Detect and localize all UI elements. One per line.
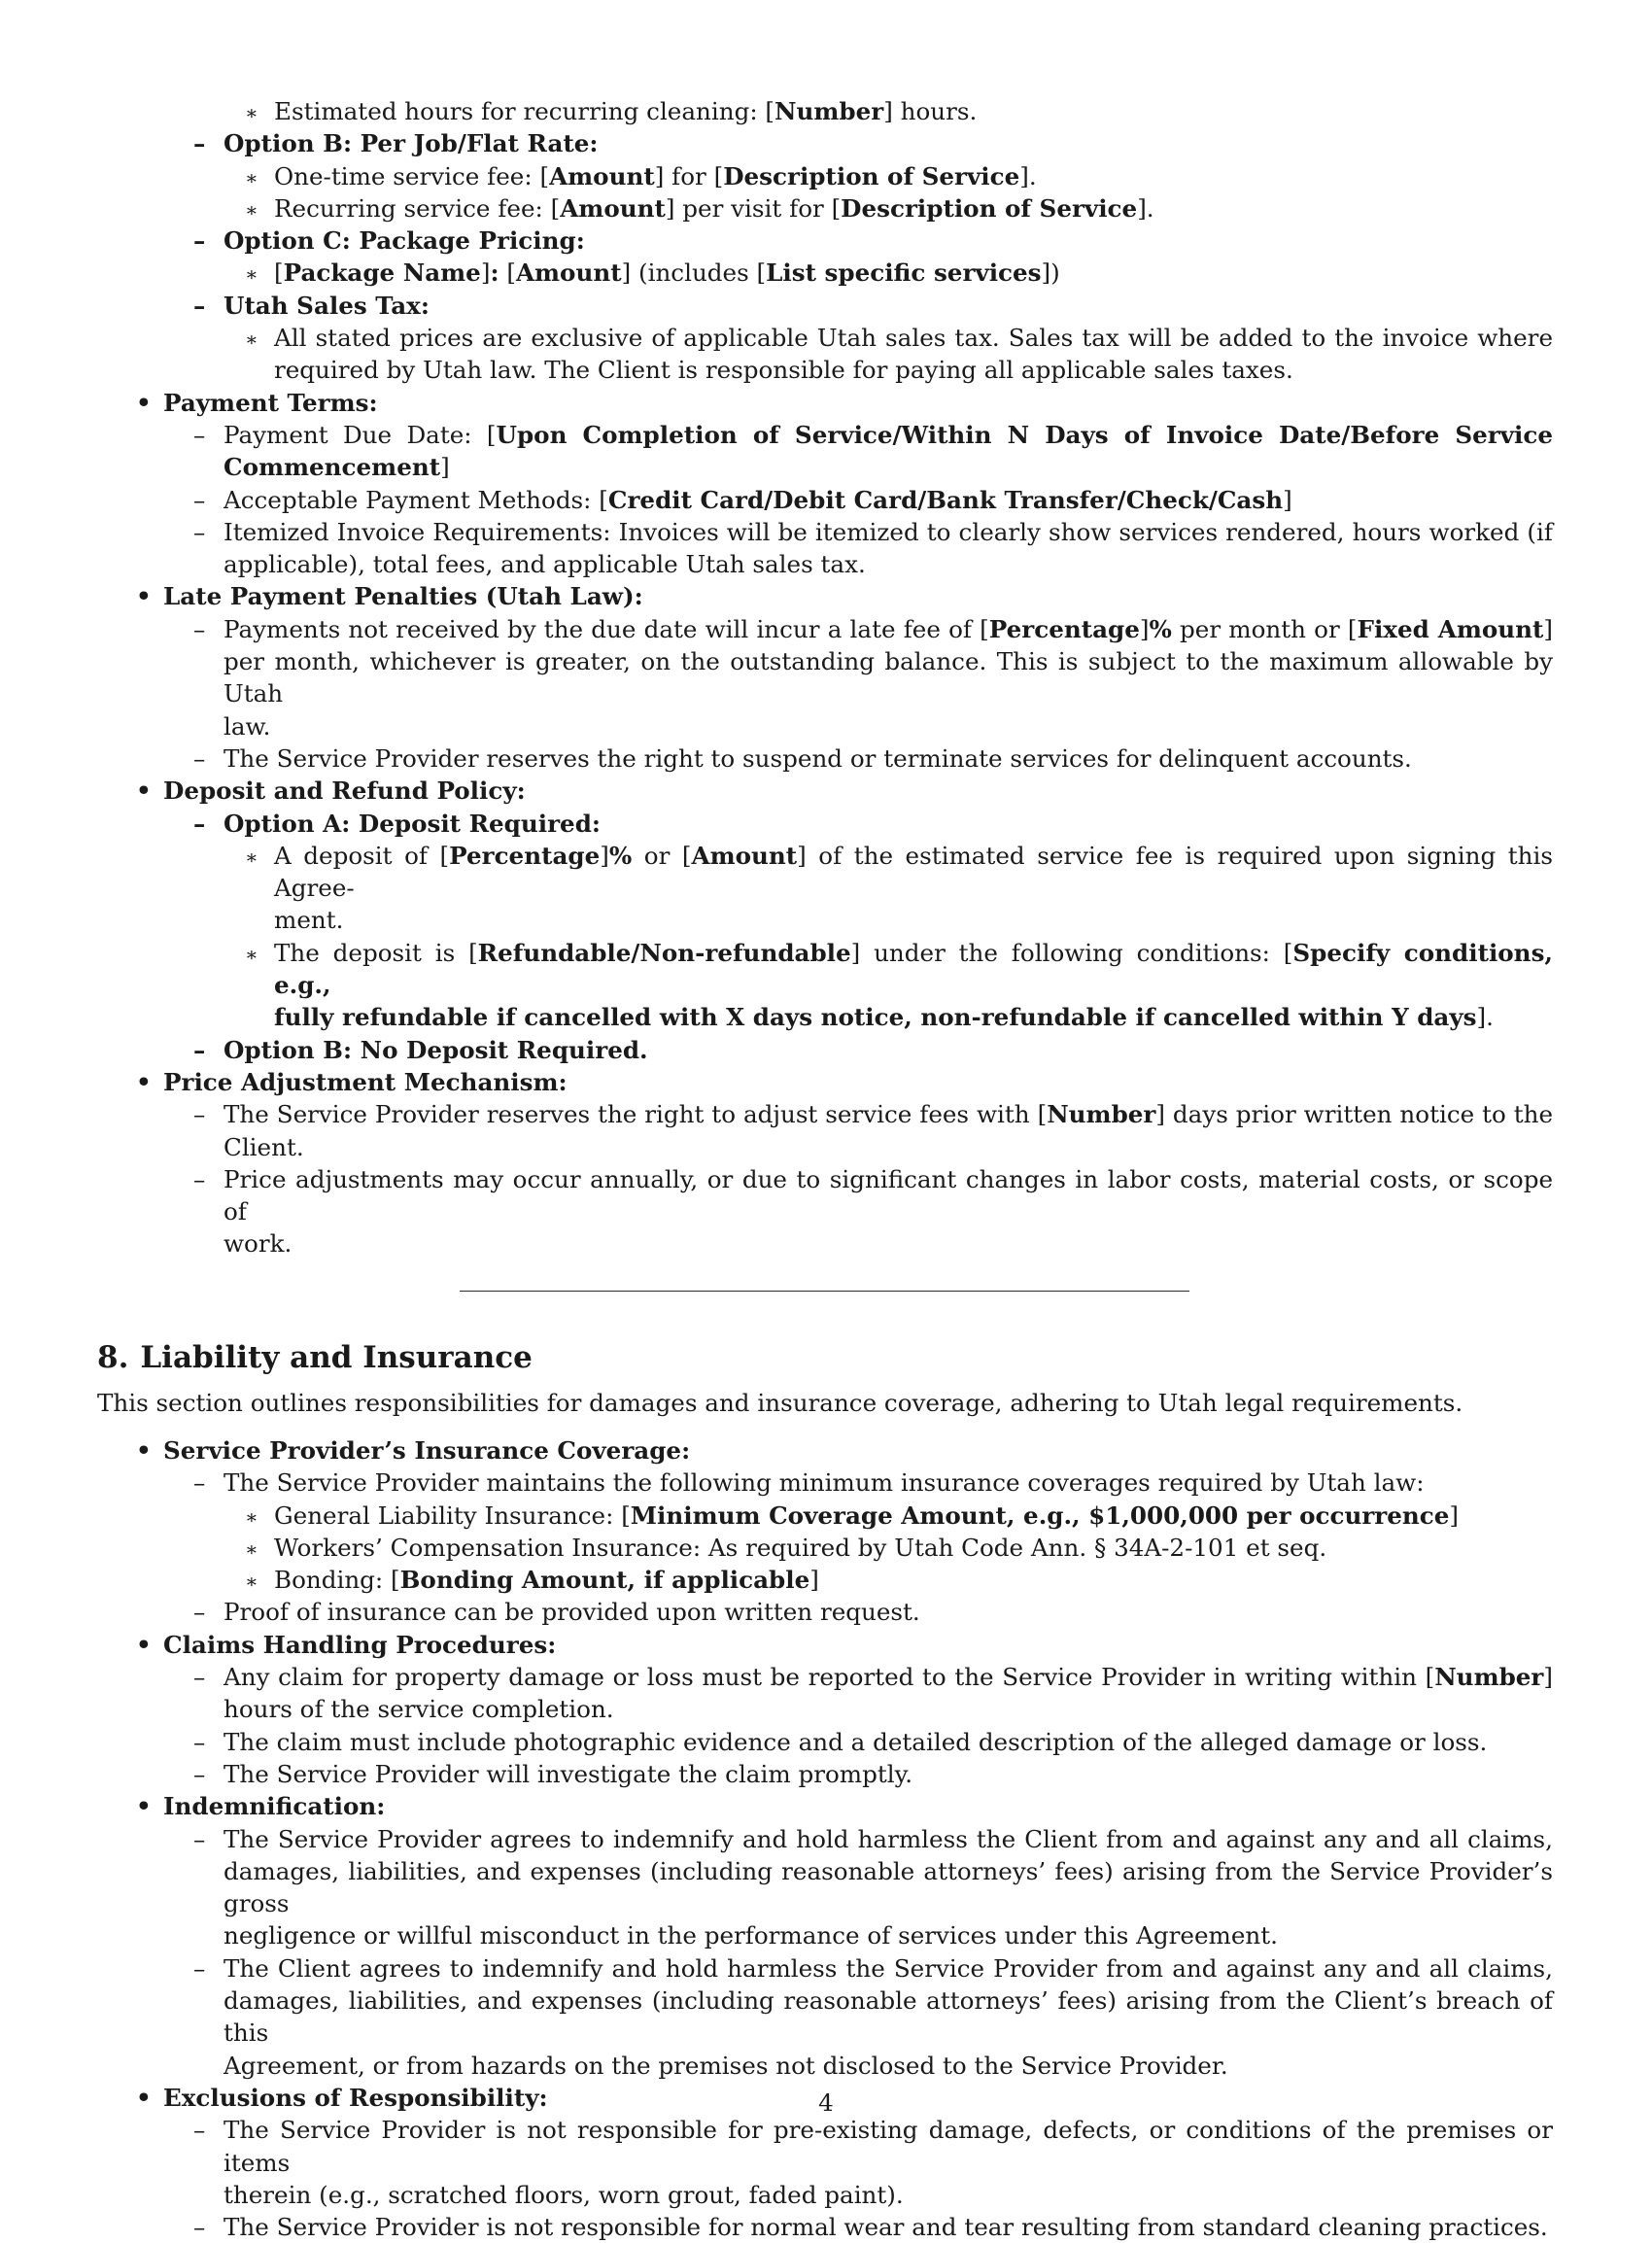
list-item: – Itemized Invoice Requirements: Invoices will be itemized to clearly show services rendered, hours worked (if [97, 516, 1553, 548]
list-item: ∗ Bonding: [Bonding Amount, if applicable] [97, 1564, 1553, 1596]
bullet-icon: • [136, 1792, 152, 1821]
star-bullet-icon: ∗ [245, 328, 258, 352]
dash-bullet-icon: – [193, 1824, 206, 1853]
list-item: – Payments not received by the due date will incur a late fee of [Percentage]% per month or [Fixed Amount] [97, 613, 1553, 645]
dash-bullet-icon: – [193, 1468, 206, 1498]
bullet-icon: • [136, 1067, 152, 1096]
star-bullet-icon: ∗ [245, 1536, 258, 1561]
list-item: – Price adjustments may occur annually, or due to significant changes in labor costs, material costs, or scope of [193, 1164, 1553, 1226]
section-bullet: • Exclusions of Responsibility: [97, 2082, 1553, 2114]
list-item: – Option C: Package Pricing: [97, 224, 1553, 257]
star-bullet-icon: ∗ [245, 101, 258, 124]
list-item: – Any claim for property damage or loss must be reported to the Service Provider in writing within [Number] [97, 1661, 1553, 1693]
dash-bullet-icon: – [193, 1100, 206, 1129]
bullet-icon: • [136, 2083, 152, 2112]
section-bullet: • Payment Terms: [97, 387, 1553, 419]
dash-bullet-icon: – [193, 743, 206, 773]
list-item-continuation: law. [224, 711, 271, 741]
star-bullet-icon: ∗ [245, 262, 258, 287]
list-item-continuation: Client. [224, 1132, 304, 1161]
dash-bullet-icon: – [193, 1663, 206, 1692]
dash-bullet-icon: – [193, 2213, 206, 2242]
dash-bullet-icon: – [193, 517, 206, 546]
list-item-continuation: negligence or willful misconduct in the performance of services under this Agreement. [224, 1921, 1278, 1950]
section-heading: 8. Liability and Insurance [97, 1339, 533, 1375]
list-item: – The Service Provider is not responsible for normal wear and tear resulting from standard cleaning practices. [97, 2211, 1553, 2243]
dash-bullet-icon: – [193, 291, 206, 320]
list-item: – The Client agrees to indemnify and hold harmless the Service Provider from and against any and all claims, [97, 1952, 1553, 1984]
section-bullet: • Indemnification: [97, 1790, 1553, 1822]
list-item: – Acceptable Payment Methods: [Credit Card/Debit Card/Bank Transfer/Check/Cash] [97, 484, 1553, 516]
list-item-continuation: ment. [274, 906, 344, 935]
dash-bullet-icon: – [193, 1164, 206, 1193]
list-item: – The Service Provider reserves the right to adjust service fees with [Number] days prior written notice to the [97, 1098, 1553, 1130]
dash-bullet-icon: – [193, 1727, 206, 1756]
section-bullet: • Claims Handling Procedures: [97, 1629, 1553, 1661]
list-item: – The Service Provider is not responsible for pre-existing damage, defects, or conditions of the premises or items [193, 2116, 1553, 2177]
horizontal-rule [460, 1291, 1189, 1292]
list-item-continuation: fully refundable if cancelled with X days notice, non-refundable if cancelled within Y days]. [274, 1003, 1494, 1032]
list-item: ∗ A deposit of [Percentage]% or [Amount] of the estimated service fee is required upon signing this Agree- [245, 841, 1553, 903]
bullet-icon: • [136, 582, 152, 611]
dash-bullet-icon: – [193, 1035, 206, 1064]
list-item-continuation: hours of the service completion. [224, 1695, 614, 1724]
star-bullet-icon: ∗ [245, 197, 258, 222]
list-item: – Payment Due Date: [Upon Completion of Service/Within N Days of Invoice Date/Before Service [97, 419, 1553, 451]
list-item-continuation: required by Utah law. The Client is responsible for paying all applicable sales taxes. [274, 356, 1293, 385]
list-item-continuation: per month, whichever is greater, on the outstanding balance. This is subject to the maximum allowable by Utah [224, 647, 1553, 708]
star-bullet-icon: ∗ [245, 1570, 258, 1594]
dash-bullet-icon: – [193, 614, 206, 643]
bullet-icon: • [136, 1435, 152, 1465]
list-item: – The Service Provider agrees to indemnify and hold harmless the Client from and against any and all claims, [97, 1823, 1553, 1855]
list-item-continuation: damages, liabilities, and expenses (including reasonable attorneys’ fees) arising from the Service Provider’s gross [224, 1856, 1553, 1918]
list-item: – Utah Sales Tax: [97, 290, 1553, 322]
section-bullet: • Price Adjustment Mechanism: [97, 1066, 1553, 1098]
list-item: ∗ [Package Name]: [Amount] (includes [List specific services]) [97, 257, 1553, 289]
section-bullet: • Deposit and Refund Policy: [97, 775, 1553, 807]
list-item: ∗ All stated prices are exclusive of applicable Utah sales tax. Sales tax will be added to the invoice where [97, 322, 1553, 354]
document-page [97, 95, 1553, 2243]
list-item: – Option A: Deposit Required: [97, 808, 1553, 840]
page-number: 4 [818, 2088, 834, 2117]
star-bullet-icon: ∗ [245, 942, 258, 966]
list-item: ∗ Recurring service fee: [Amount] per visit for [Description of Service]. [97, 192, 1553, 224]
dash-bullet-icon: – [193, 1598, 206, 1627]
list-item-continuation: Commencement] [224, 453, 450, 482]
section-intro: This section outlines responsibilities for damages and insurance coverage, adhering to Utah legal requirements. [97, 1388, 1463, 1417]
star-bullet-icon: ∗ [245, 165, 258, 190]
star-bullet-icon: ∗ [245, 1504, 258, 1529]
dash-bullet-icon: – [193, 485, 206, 514]
list-item: – Option B: No Deposit Required. [97, 1034, 1553, 1066]
dash-bullet-icon: – [193, 1953, 206, 1983]
list-item: ∗ Estimated hours for recurring cleaning: [Number] hours. [97, 95, 1553, 127]
dash-bullet-icon: – [193, 420, 206, 449]
list-item: – The claim must include photographic evidence and a detailed description of the alleged damage or loss. [97, 1726, 1553, 1758]
list-item: ∗ General Liability Insurance: [Minimum Coverage Amount, e.g., $1,000,000 per occurrence] [97, 1500, 1553, 1532]
list-item: – Proof of insurance can be provided upon written request. [97, 1596, 1553, 1628]
dash-bullet-icon: – [193, 2116, 206, 2145]
list-item: ∗ The deposit is [Refundable/Non-refundable] under the following conditions: [Specify conditions, e.g., [245, 938, 1553, 1000]
list-item-continuation: damages, liabilities, and expenses (including reasonable attorneys’ fees) arising from the Client’s breach of this [224, 1986, 1553, 2048]
list-item-continuation: therein (e.g., scratched floors, worn grout, faded paint). [224, 2180, 904, 2209]
list-item-continuation: Agreement, or from hazards on the premises not disclosed to the Service Provider. [224, 2051, 1228, 2080]
dash-bullet-icon: – [193, 226, 206, 256]
list-item-continuation: work. [224, 1229, 293, 1259]
section-bullet: • Late Payment Penalties (Utah Law): [97, 580, 1553, 612]
section-bullet: • Service Provider’s Insurance Coverage: [97, 1434, 1553, 1467]
list-item-continuation: applicable), total fees, and applicable Utah sales tax. [224, 550, 866, 579]
list-item: – The Service Provider reserves the right to suspend or terminate services for delinquent accounts. [97, 742, 1553, 775]
bullet-icon: • [136, 388, 152, 417]
bullet-icon: • [136, 1630, 152, 1659]
section-divider [97, 1260, 1553, 1317]
list-item: – Option B: Per Job/Flat Rate: [97, 127, 1553, 159]
bullet-icon: • [136, 776, 152, 806]
dash-bullet-icon: – [193, 809, 206, 838]
list-item: ∗ One-time service fee: [Amount] for [Description of Service]. [97, 160, 1553, 192]
list-item: – The Service Provider maintains the following minimum insurance coverages required by Utah law: [97, 1467, 1553, 1499]
dash-bullet-icon: – [193, 129, 206, 158]
list-item: ∗ Workers’ Compensation Insurance: As required by Utah Code Ann. § 34A-2-101 et seq. [97, 1532, 1553, 1564]
dash-bullet-icon: – [193, 1759, 206, 1788]
list-item: – The Service Provider will investigate the claim promptly. [97, 1758, 1553, 1790]
star-bullet-icon: ∗ [245, 845, 258, 869]
